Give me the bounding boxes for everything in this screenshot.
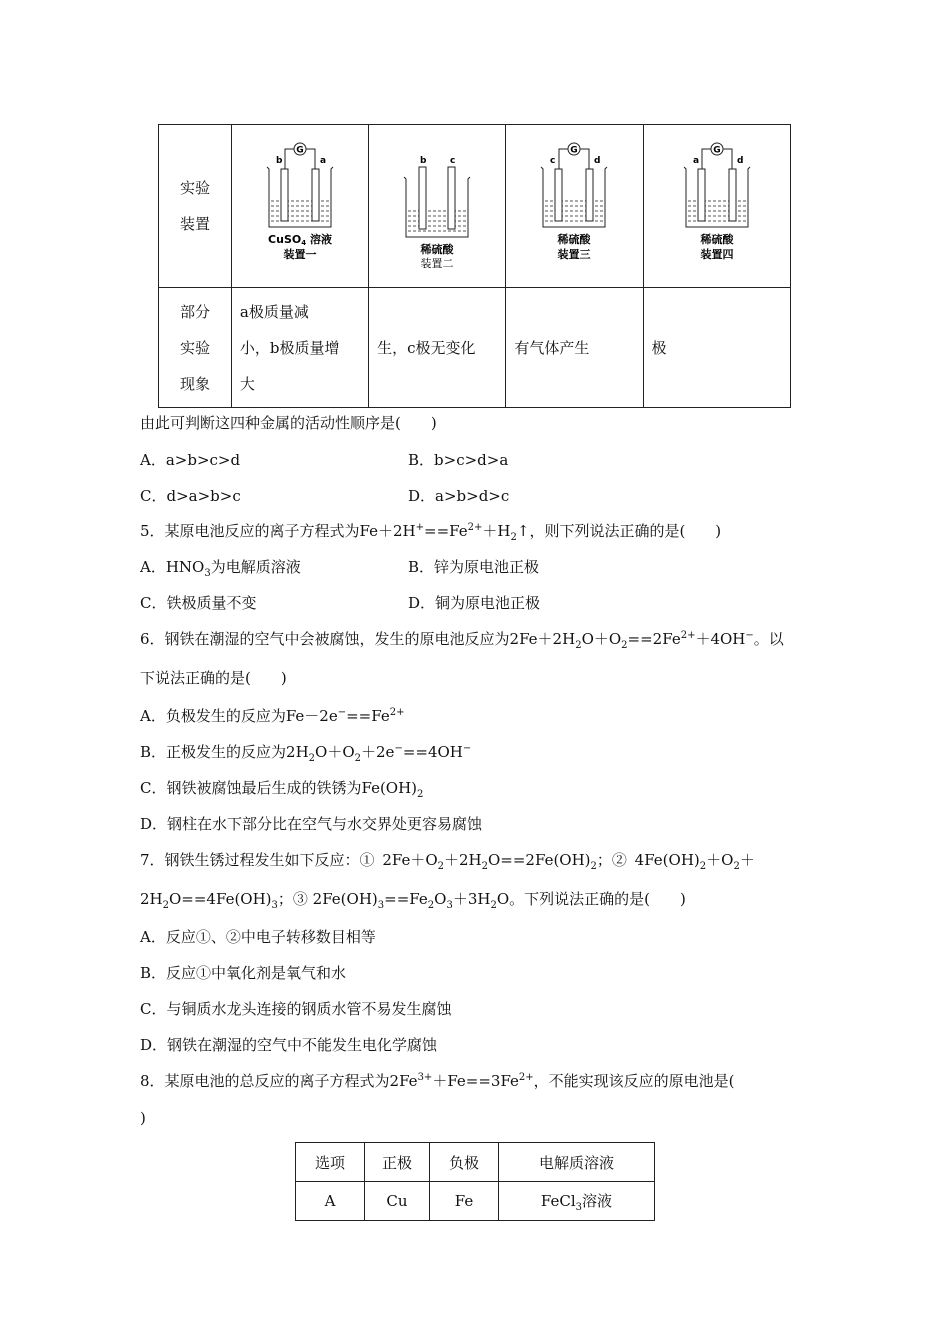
cell-text: FeCl bbox=[540, 1191, 576, 1210]
table-cell: Fe bbox=[430, 1182, 499, 1221]
question-7-stem: 7．钢铁生锈过程发生如下反应：① $2Fe+O_2+2H_2O==2Fe(OH)_2$；② $4Fe(OH)_2+O_2+$ bbox=[140, 851, 755, 872]
stem-text: 7．钢铁生锈过程发生如下反应：① 2Fe＋O bbox=[140, 851, 438, 869]
svg-text:a: a bbox=[692, 156, 699, 166]
svg-text:稀硫酸: 稀硫酸 bbox=[420, 243, 454, 256]
option-b: B．b>c>d>a bbox=[408, 451, 509, 469]
option-d: D．a>b>d>c bbox=[408, 487, 510, 505]
question-5-stem: 5．某原电池反应的离子方程式为$Fe+2H^+==Fe^{2+}+H_2↑$，则下列说法正确的是( ) bbox=[140, 522, 722, 543]
q7-option-d: D．钢铁在潮湿的空气中不能发生电化学腐蚀 bbox=[140, 1036, 438, 1054]
question-stem: 由此可判断这四种金属的活动性顺序是( ) bbox=[140, 414, 437, 432]
stem-text: 6．钢铁在潮湿的空气中会被腐蚀，发生的原电池反应为2Fe＋2H bbox=[140, 630, 576, 648]
svg-text:装置三: 装置三 bbox=[557, 248, 591, 261]
svg-text:G: G bbox=[296, 145, 304, 156]
table-header: 选项 bbox=[296, 1143, 365, 1182]
option-text: 为电解质溶液 bbox=[210, 558, 301, 576]
svg-text:d: d bbox=[736, 156, 744, 166]
table-header: 电解质溶液 bbox=[499, 1143, 655, 1182]
svg-text:d: d bbox=[594, 156, 601, 166]
stem-text: 2H bbox=[140, 890, 163, 908]
q7-option-c: C．与铜质水龙头连接的钢质水管不易发生腐蚀 bbox=[140, 1000, 452, 1018]
galvanic-cell-diagram bbox=[245, 139, 355, 269]
question-8-stem: 8．某原电池的总反应的离子方程式为$2Fe^{3+}+Fe==3Fe^{2+}$，不能实现该反应的原电池是( bbox=[140, 1072, 735, 1090]
stem-text: 8．某原电池的总反应的离子方程式为2Fe bbox=[140, 1072, 418, 1090]
svg-text:c: c bbox=[450, 156, 456, 166]
phenomenon-line: a极质量减 bbox=[239, 302, 309, 321]
q5-option-a: A．$HNO_3$为电解质溶液 bbox=[140, 558, 301, 579]
svg-text:G: G bbox=[713, 145, 721, 156]
label-line: 实验 bbox=[179, 338, 210, 357]
q7-option-a: A．反应①、②中电子转移数目相等 bbox=[140, 928, 376, 946]
q5-option-b: B．锌为原电池正极 bbox=[408, 558, 540, 576]
svg-text:稀硫酸: 稀硫酸 bbox=[557, 233, 591, 246]
q5-option-d: D．铜为原电池正极 bbox=[408, 594, 541, 612]
device-1 bbox=[231, 125, 368, 288]
device-4 bbox=[643, 125, 790, 288]
device-3 bbox=[506, 125, 643, 288]
svg-text:b: b bbox=[420, 156, 427, 166]
table-header: 正极 bbox=[365, 1143, 430, 1182]
phenomenon-1 bbox=[231, 288, 368, 408]
stem-text: 。以 bbox=[753, 630, 784, 648]
svg-text:a: a bbox=[320, 156, 327, 166]
stem-text: ，则下列说法正确的是( ) bbox=[529, 522, 722, 540]
phenomenon-4: 极 bbox=[643, 288, 790, 408]
svg-text:装置一: 装置一 bbox=[283, 248, 317, 261]
option-c: C．d>a>b>c bbox=[140, 487, 241, 505]
q6-option-c: C．钢铁被腐蚀最后生成的铁锈为$Fe(OH)_2$ bbox=[140, 779, 424, 800]
option-a: A．a>b>c>d bbox=[140, 451, 241, 469]
question-7-stem-cont: $2H_2O==4Fe(OH)_3$；③ $2Fe(OH)_3==Fe_2O_3+3H_2O$。下列说法正确的是( ) bbox=[140, 890, 686, 911]
svg-text:G: G bbox=[570, 145, 579, 156]
svg-text:b: b bbox=[276, 156, 283, 166]
device-2 bbox=[369, 125, 506, 288]
q7-option-b: B．反应①中氧化剂是氧气和水 bbox=[140, 964, 347, 982]
phenomenon-line: 小，b极质量增 bbox=[239, 338, 340, 357]
galvanic-cell-diagram bbox=[519, 139, 629, 269]
label-line: 装置 bbox=[179, 215, 210, 233]
q6-option-b: B．正极发生的反应为$2H_2O+O_2+2e^-==4OH^-$ bbox=[140, 743, 472, 764]
electrolysis-cell-diagram bbox=[382, 139, 492, 269]
svg-text:c: c bbox=[550, 156, 556, 166]
table-cell: FeCl$_3$溶液 bbox=[499, 1182, 655, 1221]
table-cell: Cu bbox=[365, 1182, 430, 1221]
table-header: 负极 bbox=[430, 1143, 499, 1182]
stem-text: ，不能实现该反应的原电池是( bbox=[533, 1072, 735, 1090]
galvanic-cell-diagram bbox=[662, 139, 772, 269]
svg-text:CuSO4 溶液: CuSO4 溶液 bbox=[268, 233, 332, 247]
table-cell: A bbox=[296, 1182, 365, 1221]
stem-text: 。下列说法正确的是( ) bbox=[509, 890, 686, 908]
label-line: 实验 bbox=[179, 179, 210, 197]
question-8-stem-cont: ) bbox=[140, 1109, 146, 1127]
q6-option-a: A．负极发生的反应为$Fe-2e^-==Fe^{2+}$ bbox=[140, 707, 405, 725]
q6-option-d: D．钢柱在水下部分比在空气与水交界处更容易腐蚀 bbox=[140, 815, 483, 833]
phenomenon-line: 大 bbox=[239, 374, 255, 393]
label-line: 部分 bbox=[179, 302, 210, 321]
option-text: B．正极发生的反应为2H bbox=[140, 743, 309, 761]
option-text: A．HNO bbox=[140, 558, 205, 576]
option-text: C．钢铁被腐蚀最后生成的铁锈为Fe(OH) bbox=[140, 779, 418, 797]
q5-option-c: C．铁极质量不变 bbox=[140, 594, 257, 612]
stem-text: 5．某原电池反应的离子方程式为Fe＋2H bbox=[140, 522, 416, 540]
row-label-setup bbox=[159, 125, 232, 288]
option-text: A．负极发生的反应为Fe－2e bbox=[140, 707, 338, 725]
row-label-phenomena bbox=[159, 288, 232, 408]
question-6-stem-cont: 下说法正确的是( ) bbox=[140, 669, 287, 687]
label-line: 现象 bbox=[179, 374, 210, 393]
experiment-table bbox=[158, 124, 791, 408]
question-6-stem: 6．钢铁在潮湿的空气中会被腐蚀，发生的原电池反应为$2Fe+2H_2O+O_2==2Fe^{2+}+4OH^-$。以 bbox=[140, 630, 784, 651]
phenomenon-3: 有气体产生 bbox=[506, 288, 643, 408]
svg-text:稀硫酸: 稀硫酸 bbox=[700, 233, 734, 246]
svg-text:装置四: 装置四 bbox=[700, 248, 734, 261]
q8-table bbox=[295, 1142, 655, 1221]
phenomenon-2: 生，c极无变化 bbox=[369, 288, 506, 408]
svg-text:装置二: 装置二 bbox=[420, 257, 454, 269]
